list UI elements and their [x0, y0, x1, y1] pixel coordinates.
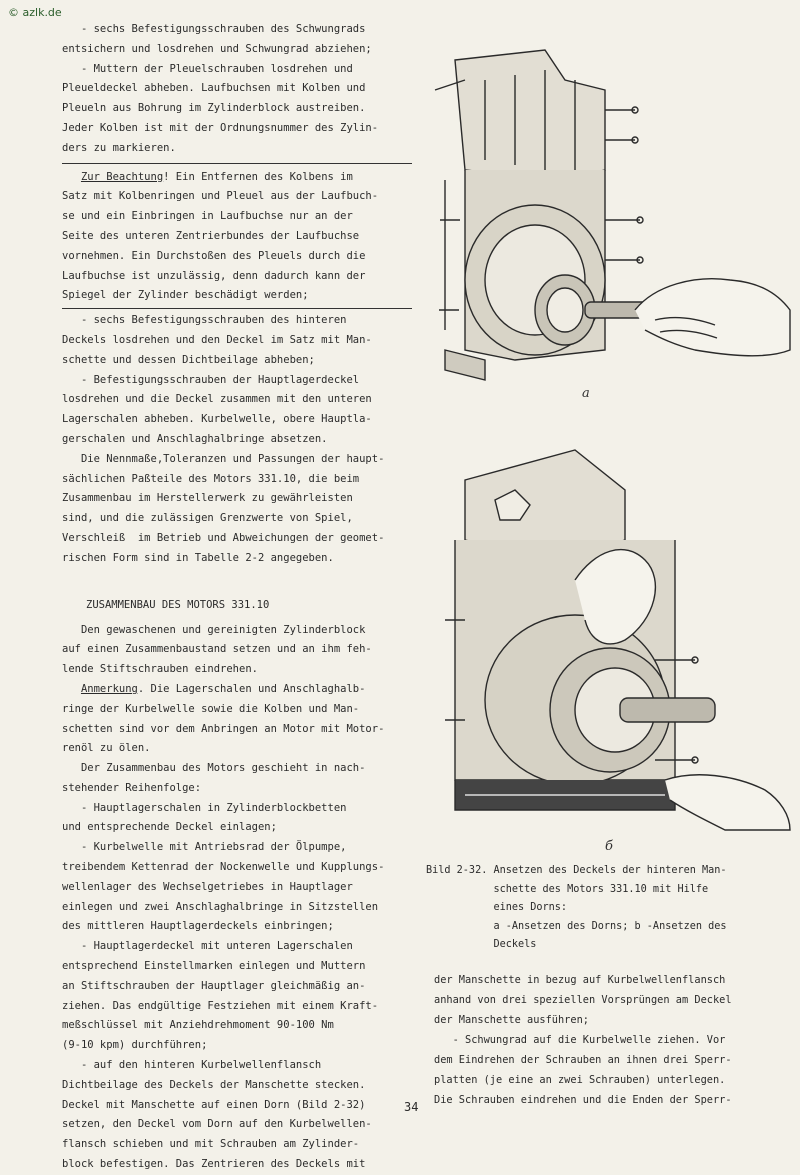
text-line: - Befestigungsschrauben der Hauptlagerdeckel: [62, 373, 360, 386]
text-line: losdrehen und die Deckel zusammen mit den unteren: [62, 393, 372, 406]
text-line: block befestigen. Das Zentrieren des Deckels mit: [62, 1158, 366, 1171]
text-line: (9-10 kpm) durchführen;: [62, 1039, 208, 1052]
text-line: rischen Form sind in Tabelle 2-2 angegeben.: [62, 551, 334, 564]
text-line: Jeder Kolben ist mit der Ordnungsnummer des Zylin-: [62, 121, 379, 134]
text-line: - auf den hinteren Kurbelwellenflansch: [62, 1059, 322, 1072]
engine-illustration: [425, 20, 795, 860]
text-line: dem Eindrehen der Schrauben an ihnen drei Sperr-: [434, 1054, 732, 1066]
text-line: Verschleiß im Betrieb und Abweichungen der geomet-: [62, 531, 385, 544]
caption-line: a -Ansetzen des Dorns; b -Ansetzen des: [426, 920, 727, 932]
text-line: sächlichen Paßteile des Motors 331.10, die beim: [62, 472, 360, 485]
text-line: - Muttern der Pleuelschrauben losdrehen und: [62, 62, 353, 75]
engine-figure: [425, 20, 795, 860]
text-line: - Hauptlagerschalen in Zylinderblockbetten: [62, 801, 347, 814]
text-line: - sechs Befestigungsschrauben des hinteren: [62, 314, 347, 327]
text-line: Pleueldeckel abheben. Laufbuchsen mit Kolben und: [62, 82, 366, 95]
text-line: wellenlager des Wechselgetriebes in Hauptlager: [62, 880, 353, 893]
figure-caption: [426, 862, 796, 955]
text-line: renöl zu ölen.: [62, 742, 151, 755]
text-line: und entsprechende Deckel einlagen;: [62, 821, 277, 834]
text-line: entsprechend Einstellmarken einlegen und Muttern: [62, 960, 366, 973]
text-line: meßschlüssel mit Anziehdrehmoment 90-100 Nm: [62, 1019, 334, 1032]
text-line: Seite des unteren Zentrierbundes der Laufbuchse: [62, 229, 360, 242]
text-line: gerschalen und Anschlaghalbringe absetzen.: [62, 432, 328, 445]
caption-line: Deckels: [426, 939, 537, 950]
text-line: ringe der Kurbelwelle sowie die Kolben und Man-: [62, 702, 360, 715]
paragraph-disassembly-2: [62, 311, 412, 568]
caption-line: schette des Motors 331.10 mit Hilfe: [426, 883, 709, 895]
text-line: Die Schrauben eindrehen und die Enden der Sperr-: [434, 1094, 732, 1106]
figure-label-a: a: [582, 386, 590, 401]
text-line: vornehmen. Ein Durchstoßen des Pleuels durch die: [62, 249, 366, 262]
text-line: treibendem Kettenrad der Nockenwelle und Kupplungs-: [62, 861, 385, 874]
paragraph-assembly: [62, 621, 412, 1175]
engine-view-a: [435, 50, 790, 380]
text-line: Laufbuchse ist unzulässig, denn dadurch kann der: [62, 269, 366, 282]
text-line: Der Zusammenbau des Motors geschieht in nach-: [62, 762, 366, 775]
text-line: - Hauptlagerdeckel mit unteren Lagerschalen: [62, 940, 353, 953]
text-line: Spiegel der Zylinder beschädigt werden;: [62, 289, 309, 302]
text-line: ziehen. Das endgültige Festziehen mit einem Kraft-: [62, 999, 379, 1012]
text-line: schette und dessen Dichtbeilage abheben;: [62, 353, 315, 366]
text-line: - Kurbelwelle mit Antriebsrad der Ölpumpe,: [62, 841, 347, 854]
text-line: der Manschette in bezug auf Kurbelwellenflansch: [434, 974, 726, 986]
caption-line: eines Dorns:: [426, 902, 568, 913]
text-line: Pleueln aus Bohrung im Zylinderblock austreiben.: [62, 102, 366, 115]
text-line: flansch schieben und mit Schrauben am Zylinder-: [62, 1138, 360, 1151]
caption-line: Bild 2-32. Ansetzen des Deckels der hinteren Man-: [426, 865, 727, 876]
section-heading: ZUSAMMENBAU DES MOTORS 331.10: [86, 598, 270, 611]
copyright-text: © azlk.de: [8, 6, 62, 19]
engine-view-b: [445, 450, 790, 830]
caution-note-box: [62, 163, 412, 310]
paragraph-disassembly-1: [62, 20, 412, 159]
text-line: an Stiftschrauben der Hauptlager gleichmäßig an-: [62, 979, 366, 992]
text-line: schetten sind vor dem Anbringen an Motor mit Motor-: [62, 722, 385, 735]
text-line: anhand von drei speziellen Vorsprüngen am Deckel: [434, 994, 732, 1006]
remark-first-line: [62, 680, 412, 700]
note-label: Zur Beachtung: [80, 170, 164, 183]
text-line: Den gewaschenen und gereinigten Zylinderblock: [62, 623, 366, 636]
text-line: Deckels losdrehen und den Deckel im Satz mit Man-: [62, 333, 372, 346]
text-line: Satz mit Kolbenringen und Pleuel aus der Laufbuch-: [62, 190, 379, 203]
page-number: 34: [404, 1100, 419, 1114]
text-line: ders zu markieren.: [62, 141, 176, 154]
text-line: des mittleren Hauptlagerdeckels einbringen;: [62, 920, 334, 933]
text-line: - sechs Befestigungsschrauben des Schwungrads: [62, 23, 366, 35]
text-line: - Schwungrad auf die Kurbelwelle ziehen. Vor: [434, 1034, 726, 1046]
text-line: Deckel mit Manschette auf einen Dorn (Bild 2-32): [62, 1098, 366, 1111]
text-line: entsichern und losdrehen und Schwungrad abziehen;: [62, 42, 372, 55]
figure-label-b: б: [605, 839, 613, 854]
text-line: Dichtbeilage des Deckels der Manschette stecken.: [62, 1078, 366, 1091]
right-column-text: [434, 970, 794, 1110]
remark-first-rest: . Die Lagerschalen und Anschlaghalb-: [137, 682, 366, 695]
left-column: [62, 20, 412, 1175]
text-line: Zusammenbau im Herstellerwerk zu gewährleisten: [62, 492, 353, 505]
text-line: Die Nennmaße,Toleranzen und Passungen der haupt-: [62, 452, 385, 465]
text-line: platten (je eine an zwei Schrauben) unterlegen.: [434, 1074, 726, 1086]
text-line: se und ein Einbringen in Laufbuchse nur an der: [62, 210, 353, 223]
text-line: auf einen Zusammenbaustand setzen und an ihm feh-: [62, 643, 372, 656]
text-line: Lagerschalen abheben. Kurbelwelle, obere Hauptla-: [62, 413, 372, 426]
text-line: der Manschette ausführen;: [434, 1014, 589, 1026]
note-first-line: [62, 168, 412, 188]
text-line: setzen, den Deckel vom Dorn auf den Kurbelwellen-: [62, 1118, 372, 1131]
text-line: sind, und die zulässigen Grenzwerte von Spiel,: [62, 512, 353, 525]
note-first-rest: ! Ein Entfernen des Kolbens im: [163, 170, 353, 183]
text-line: lende Stiftschrauben eindrehen.: [62, 663, 258, 676]
remark-label: Anmerkung: [80, 682, 138, 695]
text-line: stehender Reihenfolge:: [62, 781, 202, 794]
text-line: einlegen und zwei Anschlaghalbringe in Sitzstellen: [62, 900, 379, 913]
